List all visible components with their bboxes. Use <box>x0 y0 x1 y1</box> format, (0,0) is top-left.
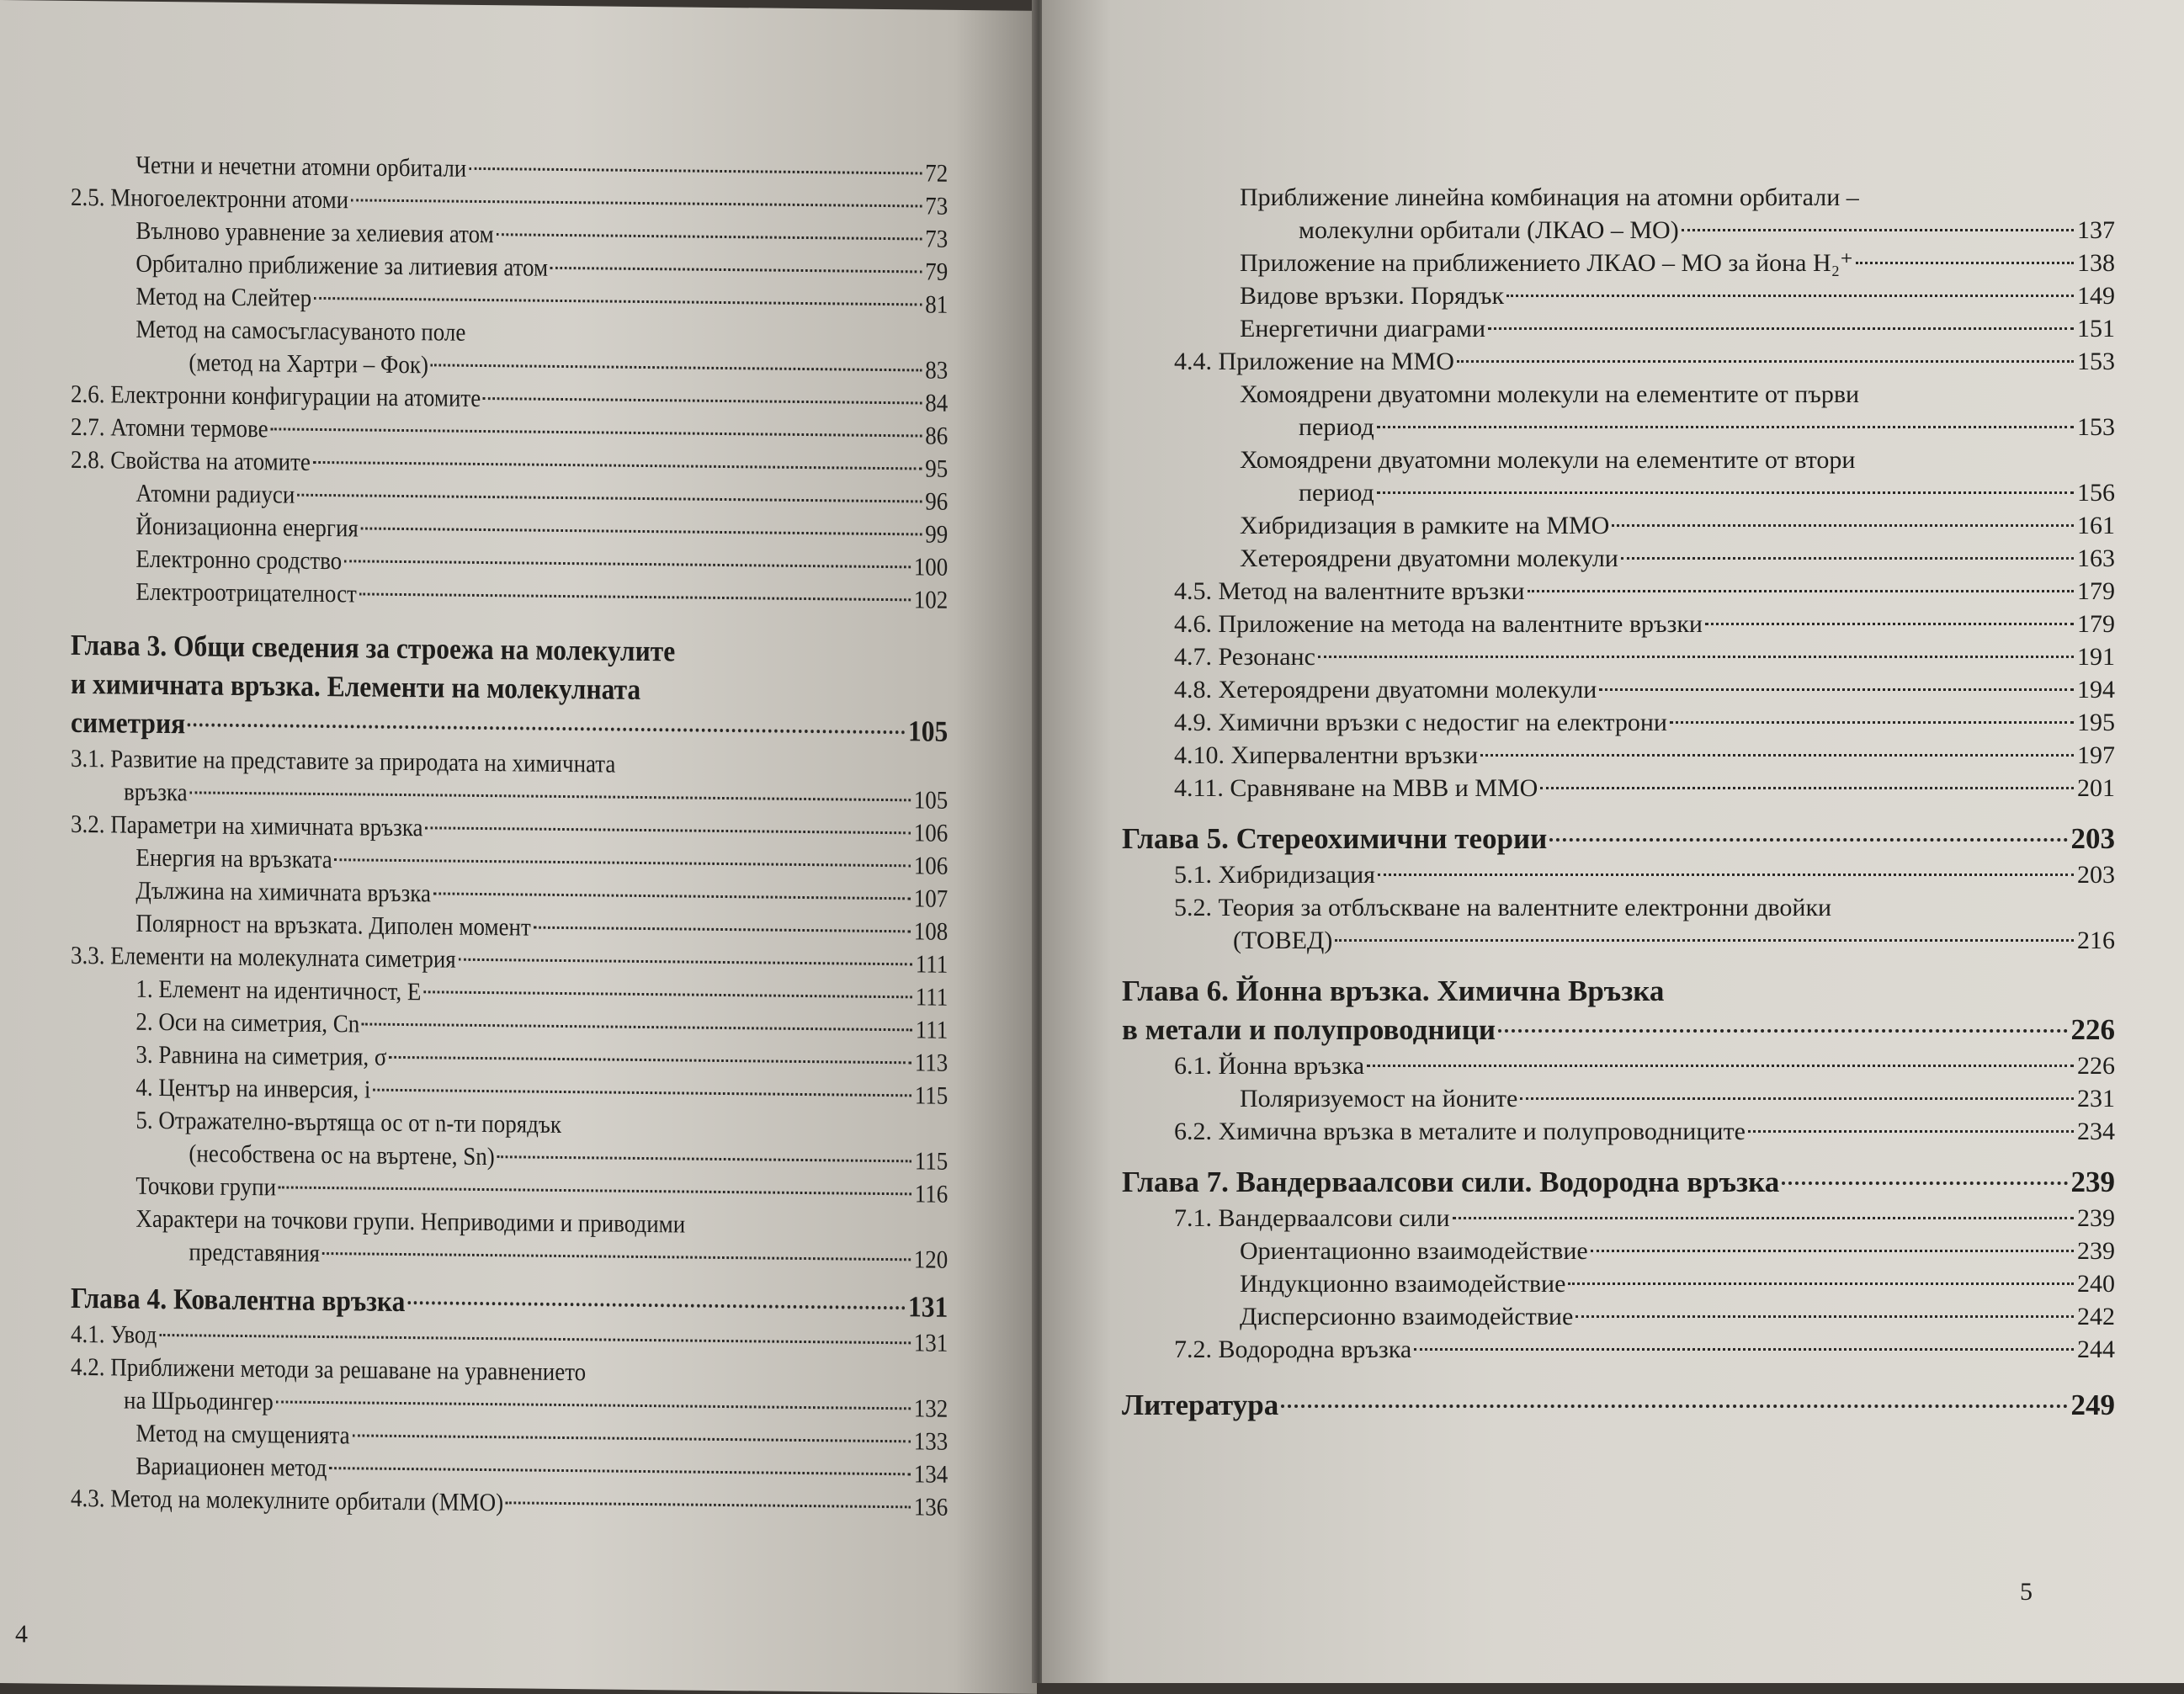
toc-title: Метод на самосъгласуваното поле <box>136 315 466 347</box>
toc-title: 4.8. Хетероядрени двуатомни молекули <box>1174 676 1597 704</box>
dot-leader <box>1748 1130 2074 1133</box>
toc-entry <box>1122 706 2115 739</box>
toc-title: Хетероядрени двуатомни молекули <box>1240 544 1618 572</box>
toc-title: 2.7. Атомни термове <box>71 412 268 443</box>
toc-title: и химичната връзка. Елементи на молекулната <box>71 666 641 706</box>
dot-leader <box>1576 1315 2074 1318</box>
toc-page-number: 163 <box>2077 544 2115 572</box>
dot-leader <box>1591 1250 2074 1252</box>
toc-page-number: 106 <box>913 819 949 847</box>
toc-entry <box>1122 673 2115 706</box>
page-number: 5 <box>2020 1578 2033 1606</box>
toc-page-number: 111 <box>915 950 949 979</box>
toc-page-number: 240 <box>2077 1270 2115 1298</box>
toc-entry <box>1122 247 2115 279</box>
toc-entry <box>1122 858 2115 891</box>
toc-title: 1. Елемент на идентичност, E <box>136 974 422 1006</box>
toc-title: 5. Отражателно-въртяща ос от n-ти порядък <box>136 1106 562 1139</box>
dot-leader <box>469 167 922 175</box>
toc-entry <box>1122 1333 2115 1366</box>
toc-title: 4.6. Приложение на метода на валентните връзки <box>1174 610 1703 638</box>
toc-title: 4.4. Приложение на ММО <box>1174 348 1454 375</box>
dot-leader <box>1612 524 2074 527</box>
dot-leader <box>313 461 922 470</box>
toc-title: 6.2. Химична връзка в металите и полупроводниците <box>1174 1118 1746 1145</box>
dot-leader <box>1670 721 2074 724</box>
dot-leader <box>1335 939 2074 942</box>
dot-leader <box>1488 327 2074 330</box>
dot-leader <box>297 494 922 503</box>
toc-page-number: 81 <box>925 290 949 319</box>
toc-page-number: 73 <box>925 192 949 220</box>
toc-page-number: 133 <box>913 1427 949 1456</box>
toc-entry <box>1122 640 2115 673</box>
toc-entry <box>71 742 948 817</box>
dot-leader <box>1378 874 2074 876</box>
toc-chapter <box>71 626 948 751</box>
toc-title: 6.1. Йонна връзка <box>1174 1052 1365 1080</box>
toc-title: Йонизационна енергия <box>136 512 359 543</box>
toc-page-number: 203 <box>2077 861 2115 889</box>
dot-leader <box>497 1155 911 1162</box>
dot-leader <box>1506 295 2074 297</box>
dot-leader <box>279 1186 911 1195</box>
toc-entry <box>1122 312 2115 345</box>
toc-entry <box>1122 772 2115 805</box>
toc-page-number: 191 <box>2077 643 2115 671</box>
toc-page-number: 226 <box>2070 1013 2115 1046</box>
toc-page-number: 151 <box>2077 315 2115 343</box>
toc-entry <box>1122 891 2115 957</box>
toc-entry <box>71 312 948 387</box>
toc-page-number: 105 <box>913 786 949 815</box>
toc-entry <box>1122 1300 2115 1333</box>
toc-page-number: 244 <box>2077 1336 2115 1363</box>
dot-leader <box>1318 656 2074 658</box>
toc-title: 5.1. Хибридизация <box>1174 861 1375 889</box>
toc-page-number: 149 <box>2077 282 2115 310</box>
dot-leader <box>1705 623 2074 625</box>
dot-leader <box>1682 229 2074 231</box>
toc-page-number: 137 <box>2077 216 2115 244</box>
toc-title: 3.2. Параметри на химичната връзка <box>71 810 423 842</box>
toc-title: 4.3. Метод на молекулните орбитали (ММО) <box>71 1484 504 1517</box>
toc-title: Характери на точкови групи. Неприводими и приводими <box>136 1204 686 1239</box>
toc-title: 2.5. Многоелектронни атоми <box>71 183 349 215</box>
toc-title: 4.5. Метод на валентните връзки <box>1174 577 1525 605</box>
toc-title: в метали и полупроводници <box>1122 1013 1496 1046</box>
toc-chapter <box>1122 1386 2115 1425</box>
toc-title: 4.9. Химични връзки с недостиг на електрони <box>1174 709 1667 736</box>
toc-entry <box>1122 443 2115 509</box>
toc-page-number: 116 <box>914 1180 949 1208</box>
toc-page-number: 99 <box>925 520 949 549</box>
toc-chapter <box>1122 820 2115 858</box>
toc-page-number: 136 <box>913 1493 949 1521</box>
dot-leader <box>1621 557 2074 560</box>
toc-page-number: 113 <box>914 1049 949 1077</box>
toc-title: Електроотрицателност <box>136 577 357 608</box>
toc-title: Енергетични диаграми <box>1240 315 1486 343</box>
toc-title: Четни и нечетни атомни орбитали <box>136 151 467 183</box>
dot-leader <box>1414 1348 2074 1351</box>
dot-leader <box>496 233 922 240</box>
dot-leader <box>425 826 911 834</box>
dot-leader <box>359 592 911 601</box>
dot-leader <box>1520 1097 2074 1100</box>
dot-leader <box>322 1252 911 1261</box>
toc-title: период <box>1299 479 1374 507</box>
toc-page-number: 201 <box>2077 774 2115 802</box>
toc-title: Глава 4. Ковалентна връзка <box>71 1281 406 1319</box>
toc-title: 5.2. Теория за отблъскване на валентните електронни двойки <box>1174 894 1832 921</box>
dot-leader <box>373 1089 911 1097</box>
toc-line <box>1240 411 2115 443</box>
dot-leader <box>1377 491 2074 494</box>
dot-leader <box>423 990 912 998</box>
toc-title: Ориентационно взаимодействие <box>1240 1237 1588 1265</box>
toc-page-number: 111 <box>915 983 949 1012</box>
toc-title: представяния <box>189 1238 320 1267</box>
toc-page-number: 138 <box>2077 249 2115 277</box>
toc-title: Метод на Слейтер <box>136 282 312 312</box>
dot-leader <box>1528 590 2074 592</box>
dot-leader <box>329 1467 911 1475</box>
dot-leader <box>361 527 922 535</box>
page-number: 4 <box>15 1620 28 1649</box>
toc-page-number: 153 <box>2077 413 2115 441</box>
toc-title: 4. Център на инверсия, i <box>136 1073 371 1104</box>
toc-entry <box>1122 1049 2115 1082</box>
dot-leader <box>1367 1065 2074 1067</box>
toc-title: Хомоядрени двуатомни молекули на елементите от първи <box>1240 380 1860 408</box>
toc-title: на Шрьодингер <box>124 1386 274 1416</box>
dot-leader <box>334 858 911 867</box>
dot-leader <box>1281 1405 2067 1408</box>
toc-page-number: 73 <box>925 225 949 253</box>
toc-page-number: 96 <box>925 487 949 516</box>
toc-title: 4.1. Увод <box>71 1320 157 1349</box>
toc-title: 2. Оси на симетрия, Cn <box>136 1007 360 1038</box>
toc-title: Приложение на приближението ЛКАО – МО за йона H₂⁺ <box>1240 249 1853 277</box>
toc-title: Глава 7. Вандерваалсови сили. Водородна връзка <box>1122 1166 1780 1198</box>
toc-title: 4.2. Приближени методи за решаване на уравнението <box>71 1352 587 1387</box>
toc-entry <box>1122 1235 2115 1267</box>
toc-page-number: 161 <box>2077 512 2115 539</box>
toc-title: 2.6. Електронни конфигурации на атомите <box>71 380 481 412</box>
toc-page-number: 131 <box>913 1329 949 1357</box>
toc-page-number: 179 <box>2077 577 2115 605</box>
toc-entry <box>71 1103 948 1178</box>
dot-leader <box>433 892 911 900</box>
toc-line <box>1174 924 2115 957</box>
toc-title: 4.11. Сравняване на МВВ и ММО <box>1174 774 1538 802</box>
toc-page-number: 72 <box>925 159 949 188</box>
dot-leader <box>270 427 922 437</box>
toc-title: Хибридизация в рамките на ММО <box>1240 512 1610 539</box>
toc-title: Глава 6. Йонна връзка. Химична Връзка <box>1122 974 1665 1007</box>
dot-leader <box>1480 754 2074 757</box>
toc-title: Дисперсионно взаимодействие <box>1240 1303 1574 1330</box>
toc-page-number: 111 <box>915 1016 949 1044</box>
toc-page-number: 107 <box>913 884 949 913</box>
toc-title: Литература <box>1122 1389 1279 1421</box>
dot-leader <box>1457 360 2074 363</box>
toc-page-number: 102 <box>913 586 949 614</box>
toc-entry <box>71 1202 948 1277</box>
toc-page-number: 156 <box>2077 479 2115 507</box>
toc-chapter <box>1122 1163 2115 1202</box>
toc-title: връзка <box>124 778 188 807</box>
toc-page-number: 79 <box>925 258 949 286</box>
toc-title: Полярност на връзката. Диполен момент <box>136 909 531 942</box>
dot-leader <box>431 364 922 371</box>
toc-page-number: 106 <box>913 852 949 880</box>
toc-title: молекулни орбитали (ЛКАО – МО) <box>1299 216 1679 244</box>
toc-page-number: 132 <box>913 1394 949 1423</box>
toc-title: Поляризуемост на йоните <box>1240 1085 1518 1113</box>
dot-leader <box>352 1434 911 1442</box>
dot-leader <box>159 1334 911 1344</box>
toc-page-number: 115 <box>914 1147 949 1176</box>
toc-page-number: 226 <box>2077 1052 2115 1080</box>
toc-title: Индукционно взаимодействие <box>1240 1270 1566 1298</box>
dot-leader <box>458 959 912 966</box>
toc-title: Дължина на химичната връзка <box>136 876 431 908</box>
toc-page-number: 249 <box>2070 1389 2115 1421</box>
toc-title: Глава 5. Стереохимични теории <box>1122 822 1548 855</box>
dot-leader <box>1453 1217 2074 1219</box>
dot-leader <box>314 297 922 306</box>
toc-entry <box>1122 1267 2115 1300</box>
right-toc <box>1122 181 2115 1425</box>
toc-title: 7.1. Вандерваалсови сили <box>1174 1204 1450 1232</box>
left-page <box>0 0 1037 1694</box>
dot-leader <box>276 1400 911 1410</box>
toc-title: период <box>1299 413 1374 441</box>
toc-page-number: 86 <box>925 422 949 450</box>
toc-page-number: 239 <box>2077 1204 2115 1232</box>
toc-entry <box>1122 181 2115 247</box>
toc-page-number: 239 <box>2077 1237 2115 1265</box>
toc-page-number: 195 <box>2077 709 2115 736</box>
dot-leader <box>1377 426 2074 428</box>
toc-entry <box>1122 739 2115 772</box>
dot-leader <box>506 1501 911 1508</box>
dot-leader <box>1549 838 2067 842</box>
toc-page-number: 131 <box>907 1290 949 1324</box>
toc-page-number: 234 <box>2077 1118 2115 1145</box>
toc-title: симетрия <box>71 705 186 741</box>
toc-page-number: 83 <box>925 356 949 385</box>
toc-title: Електронно сродство <box>136 544 343 576</box>
toc-title: (несобствена ос на въртене, Sn) <box>189 1139 495 1171</box>
toc-page-number: 105 <box>907 714 949 748</box>
dot-leader <box>189 791 911 801</box>
toc-page-number: 242 <box>2077 1303 2115 1330</box>
toc-entry <box>1122 279 2115 312</box>
dot-leader <box>1782 1182 2067 1185</box>
dot-leader <box>1568 1282 2074 1285</box>
toc-page-number: 95 <box>925 454 949 483</box>
dot-leader <box>1498 1029 2067 1033</box>
toc-title: 7.2. Водородна връзка <box>1174 1336 1412 1363</box>
dot-leader <box>533 927 911 933</box>
toc-title: Енергия на връзката <box>136 843 332 874</box>
toc-entry <box>1122 378 2115 443</box>
toc-page-number: 203 <box>2070 822 2115 855</box>
dot-leader <box>389 1056 911 1065</box>
left-toc <box>71 148 948 1524</box>
toc-entry <box>1122 345 2115 378</box>
toc-line <box>1240 476 2115 509</box>
toc-title: 2.8. Свойства на атомите <box>71 445 311 476</box>
toc-title: Видове връзки. Порядък <box>1240 282 1505 310</box>
toc-entry <box>1122 1082 2115 1115</box>
toc-page-number: 115 <box>914 1081 949 1110</box>
toc-title: Хомоядрени двуатомни молекули на елементите от втори <box>1240 446 1856 474</box>
toc-title: Атомни радиуси <box>136 479 295 509</box>
dot-leader <box>188 723 906 734</box>
dot-leader <box>550 267 922 273</box>
toc-title: 3. Равнина на симетрия, σ <box>136 1040 387 1071</box>
toc-line <box>1240 214 2115 247</box>
toc-entry <box>1122 1115 2115 1148</box>
toc-page-number: 134 <box>913 1460 949 1489</box>
toc-page-number: 216 <box>2077 927 2115 954</box>
toc-page-number: 194 <box>2077 676 2115 704</box>
toc-title: Глава 3. Общи сведения за строежа на молекулите <box>71 628 676 668</box>
toc-title: 4.7. Резонанс <box>1174 643 1315 671</box>
toc-page-number: 120 <box>913 1245 949 1274</box>
dot-leader <box>344 560 911 568</box>
toc-title: 4.10. Хипервалентни връзки <box>1174 741 1479 769</box>
dot-leader <box>362 1023 912 1032</box>
toc-entry <box>71 1351 948 1426</box>
toc-entry <box>1122 608 2115 640</box>
toc-title: 3.3. Елементи на молекулната симетрия <box>71 941 456 974</box>
toc-chapter <box>1122 972 2115 1049</box>
toc-page-number: 153 <box>2077 348 2115 375</box>
dot-leader <box>407 1301 905 1309</box>
toc-page-number: 231 <box>2077 1085 2115 1113</box>
toc-title: (ТОВЕД) <box>1233 927 1333 954</box>
toc-page-number: 239 <box>2070 1166 2115 1198</box>
toc-page-number: 179 <box>2077 610 2115 638</box>
dot-leader <box>1856 262 2074 264</box>
toc-entry <box>1122 542 2115 575</box>
right-page <box>1042 0 2184 1683</box>
toc-title: (метод на Хартри – Фок) <box>189 348 428 380</box>
toc-title: 3.1. Развитие на представите за природата на химичната <box>71 744 616 778</box>
toc-page-number: 108 <box>913 917 949 946</box>
toc-page-number: 100 <box>913 553 949 581</box>
toc-title: Метод на смущенията <box>136 1419 350 1450</box>
toc-entry <box>1122 509 2115 542</box>
dot-leader <box>1599 688 2074 691</box>
toc-page-number: 197 <box>2077 741 2115 769</box>
toc-entry <box>1122 575 2115 608</box>
dot-leader <box>351 199 922 207</box>
dot-leader <box>1540 787 2074 789</box>
toc-title: Точкови групи <box>136 1171 277 1202</box>
toc-title: Приближение линейна комбинация на атомни орбитали – <box>1240 183 1859 211</box>
toc-page-number: 84 <box>925 389 949 417</box>
dot-leader <box>483 397 922 404</box>
toc-title: Орбитално приближение за литиевия атом <box>136 249 549 282</box>
toc-entry <box>1122 1202 2115 1235</box>
toc-line <box>1122 1011 2115 1049</box>
toc-title: Вълново уравнение за хелиевия атом <box>136 216 494 249</box>
toc-title: Вариационен метод <box>136 1452 327 1483</box>
